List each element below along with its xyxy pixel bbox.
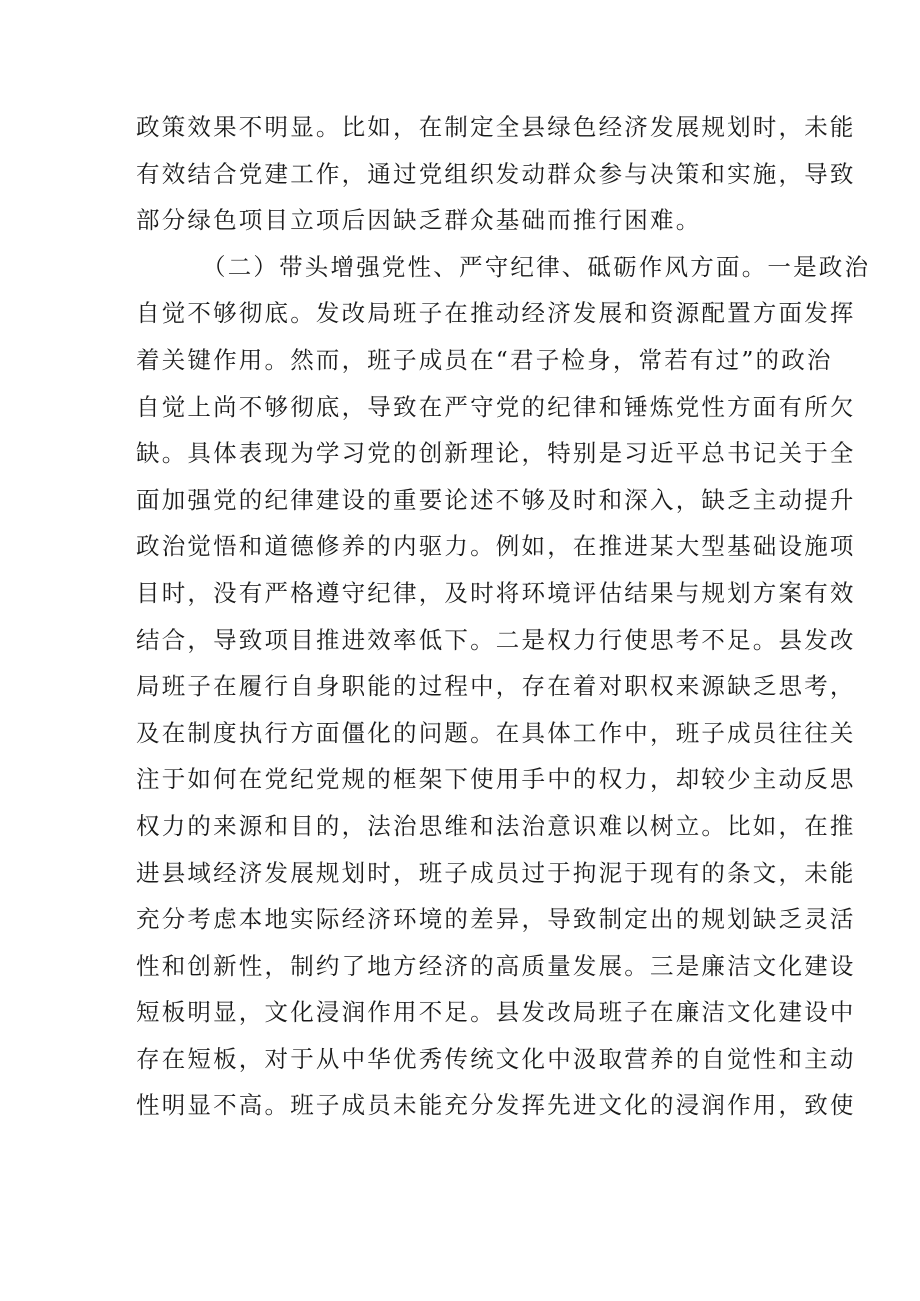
text-line: 自觉不够彻底。发改局班子在推动经济发展和资源配置方面发挥 bbox=[136, 299, 856, 328]
text-line: 局班子在履行自身职能的过程中，存在着对职权来源缺乏思考， bbox=[136, 672, 856, 701]
body-text bbox=[136, 104, 871, 1129]
text-line: 充分考虑本地实际经济环境的差异，导致制定出的规划缺乏灵活 bbox=[136, 905, 856, 934]
text-line: 政治觉悟和道德修养的内驱力。例如，在推进某大型基础设施项 bbox=[136, 532, 856, 561]
text-line: 性和创新性，制约了地方经济的高质量发展。三是廉洁文化建设 bbox=[136, 951, 856, 980]
text-line: 结合，导致项目推进效率低下。二是权力行使思考不足。县发改 bbox=[136, 625, 856, 654]
text-line: 有效结合党建工作，通过党组织发动群众参与决策和实施，导致 bbox=[136, 159, 856, 188]
text-line: 性明显不高。班子成员未能充分发挥先进文化的浸润作用，致使 bbox=[136, 1091, 856, 1120]
text-line: 目时，没有严格遵守纪律，及时将环境评估结果与规划方案有效 bbox=[136, 578, 856, 607]
section-heading-line: （二）带头增强党性、严守纪律、砥砺作风方面。一是政治 bbox=[202, 252, 871, 281]
text-line: 部分绿色项目立项后因缺乏群众基础而推行困难。 bbox=[136, 206, 702, 235]
text-line: 存在短板，对于从中华优秀传统文化中汲取营养的自觉性和主动 bbox=[136, 1044, 856, 1073]
text-line: 注于如何在党纪党规的框架下使用手中的权力，却较少主动反思 bbox=[136, 765, 856, 794]
text-line: 及在制度执行方面僵化的问题。在具体工作中，班子成员往往关 bbox=[136, 718, 856, 747]
text-line: 政策效果不明显。比如，在制定全县绿色经济发展规划时，未能 bbox=[136, 113, 856, 141]
text-line: 短板明显，文化浸润作用不足。县发改局班子在廉洁文化建设中 bbox=[136, 998, 856, 1027]
text-line: 进县域经济发展规划时，班子成员过于拘泥于现有的条文，未能 bbox=[136, 858, 856, 887]
text-line: 着关键作用。然而，班子成员在“君子检身，常若有过”的政治 bbox=[136, 345, 833, 374]
text-line: 面加强党的纪律建设的重要论述不够及时和深入，缺乏主动提升 bbox=[136, 485, 856, 514]
text-line: 自觉上尚不够彻底，导致在严守党的纪律和锤炼党性方面有所欠 bbox=[136, 392, 856, 421]
text-line: 权力的来源和目的，法治思维和法治意识难以树立。比如，在推 bbox=[136, 811, 856, 840]
text-line: 缺。具体表现为学习党的创新理论，特别是习近平总书记关于全 bbox=[136, 439, 856, 468]
